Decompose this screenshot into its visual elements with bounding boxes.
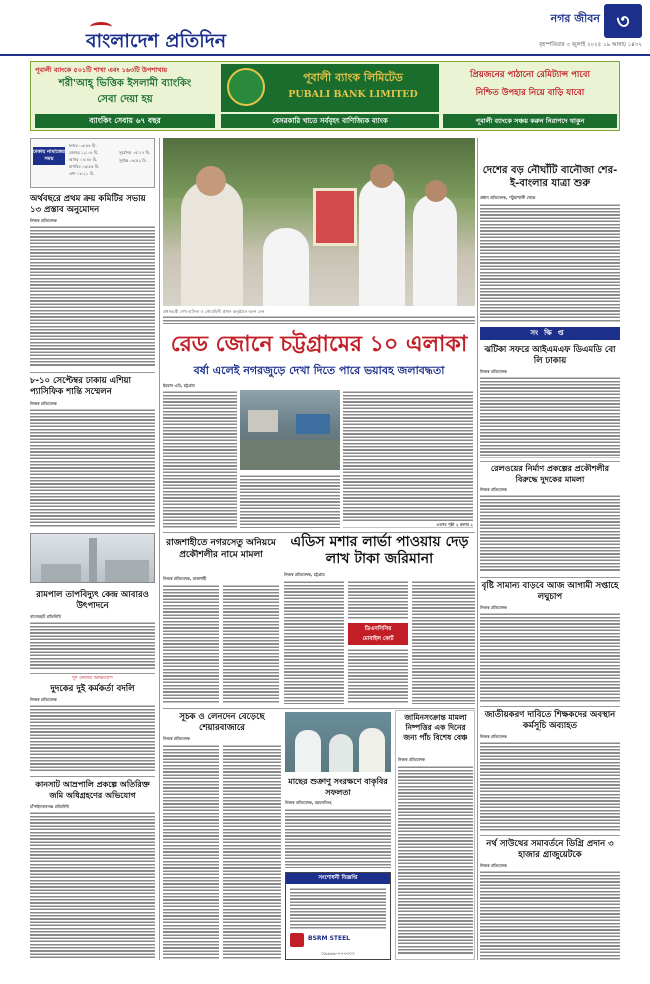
fish-body (285, 808, 391, 868)
person-center (359, 178, 405, 306)
s1-headline: অর্থবছরে প্রথম ক্রয় কমিটির সভায় ১৩ প্রস্তাব অনুমোদন (30, 194, 146, 215)
divider (480, 835, 620, 836)
main-body-col3 (343, 390, 473, 528)
b4-headline: জাতীয়করণ দাবিতে শিক্ষকদের অবস্থান কর্মসূচি অব্যাহত (484, 710, 616, 731)
raj-headline: রাজশাহীতে নগরসেতু অনিয়মে প্রকৌশলীর নামে মামলা (166, 538, 276, 560)
lead-body (480, 203, 620, 323)
fish-headline: মাছের শুক্রাণু সংরক্ষণে বাকৃবির সফলতা (288, 777, 388, 797)
s3-body (30, 621, 155, 669)
chimney-icon (89, 538, 97, 582)
s5-headline: কানসাট আম্রপালি প্রকল্পে অতিরিক্ত জমি অধিগ্রহণের অভিযোগ (35, 780, 150, 800)
raj-body-col1 (163, 584, 219, 704)
b1-body (480, 376, 620, 458)
column-rule (159, 138, 160, 960)
photo-caption: প্রধানমন্ত্রী শেখ হাসিনা ও নৌবাহিনী প্রধান অনুষ্ঠানে অংশ নেন (163, 309, 265, 314)
divider (30, 673, 155, 674)
person-right (413, 194, 457, 306)
main-deck: বর্ষা এলেই নগরজুড়ে দেখা দিতে পারে ভয়াবহ জলাবদ্ধতা (193, 364, 445, 377)
b3-headline: বৃষ্টি সামান্য বাড়বে আজ আগামী সপ্তাহে লঘুচাপ (481, 581, 619, 602)
share-body-col2 (223, 744, 281, 960)
bsrm-ad-title: সংশোধনী বিজ্ঞপ্তি (286, 873, 390, 884)
ad-left-line1: পূবালী ব্যাংকে ৫০১টি শাখা এবং ১৬৩টি উপশাখায় (35, 66, 168, 74)
b1-headline: ঝটিকা সফরে আইএমএফ ডিএমডি বো লি ঢাকায় (484, 345, 616, 366)
s4-kicker: দুদ নেতার অভিযোগ (72, 676, 113, 681)
lead-headline: দেশের বড় নৌঘাঁটি বানৌজা শের-ই-বাংলার যাত্রা শুরু (482, 165, 618, 189)
page-date: বৃহস্পতিবার ৩ জুলাই ২০২৫ ১৯ আষাঢ় ১৪৩২ (539, 42, 642, 48)
ad-left-line4: ব্যাংকিং সেবায় ৬৭ বছর (35, 114, 215, 128)
bsrm-ad-body (290, 887, 386, 929)
bsrm-phone: ০৯৬৬৬-৭৭৭০০০ (321, 952, 355, 957)
main-headline: রেড জোনে চট্টগ্রামের ১০ এলাকা (170, 332, 468, 357)
waterlogging-photo (240, 390, 340, 470)
prayer-row: ফজর ০৩:৫৪ মি. (69, 143, 97, 148)
dengue-body-col3 (412, 580, 475, 704)
ad-right-line3: পূবালী ব্যাংকে সঞ্চয় করুন নিরাপদে থাকুন (443, 114, 617, 128)
bank-ad-banner (30, 61, 620, 131)
s1-body (30, 225, 155, 367)
ad-left-line2: শরী'আহ্ ভিত্তিক ইসলামী ব্যাংকিং (58, 78, 192, 89)
ad-right-line2: নিশ্চিত উপহার নিয়ে বাড়ি যাবো (475, 88, 585, 98)
s1-byline: নিজস্ব প্রতিবেদক (30, 218, 57, 223)
main-body-col1 (163, 390, 237, 528)
section-name: নগর জীবন (550, 12, 600, 25)
photo-caption-more (163, 315, 475, 324)
divider (30, 776, 155, 777)
share-byline: নিজস্ব প্রতিবেদক (163, 736, 190, 741)
bail-headline: জামিনসংক্রান্ত মামলা নিষ্পত্তির এক দিনের জন্য পাঁচ বিশেষ বেঞ্চ (403, 713, 468, 742)
fish-byline: নিজস্ব প্রতিবেদক, ময়মনসিংহ (285, 800, 332, 805)
s4-headline: দুদকের দুই কর্মকর্তা বদলি (50, 684, 135, 694)
s2-byline: নিজস্ব প্রতিবেদক (30, 401, 57, 406)
main-body-col2 (240, 474, 340, 528)
b4-byline: নিজস্ব প্রতিবেদক (480, 734, 507, 739)
badge-line2: মোবাইল কোর্ট (362, 636, 394, 642)
ad-middle-line: বেসরকারি খাতে সর্ববৃহৎ বাণিজ্যিক ব্যাংক (221, 114, 439, 128)
bsrm-brand: BSRM STEEL (308, 935, 351, 942)
share-headline: সূচক ও লেনদেন বেড়েছে শেয়ারবাজারে (179, 712, 265, 733)
person-left (181, 180, 243, 306)
s3-headline: রামপাল তাপবিদ্যুৎ কেন্দ্র আবারও উৎপাদনে (36, 590, 149, 611)
b5-body (480, 870, 620, 960)
fish-lab-photo (285, 712, 391, 772)
bank-name-en: PUBALI BANK LIMITED (288, 89, 418, 100)
b2-body (480, 494, 620, 572)
dengue-headline: এডিস মশার লার্ভা পাওয়ায় দেড় লাখ টাকা জরিমানা (290, 534, 469, 567)
prayer-row: মাগরিব ০৬:৫৫ মি. (69, 164, 100, 169)
s2-headline: ৮-১০ সেপ্টেম্বর ঢাকায় এশিয়া প্যাসিফিক শান্তি সম্মেলন (30, 376, 131, 397)
b3-body (480, 612, 620, 702)
column-rule (477, 138, 478, 960)
lead-byline: প্রধান প্রতিবেদক, পটুয়াখালী থেকে (480, 195, 536, 200)
bail-box (395, 710, 475, 960)
b5-byline: নিজস্ব প্রতিবেদক (480, 863, 507, 868)
b4-body (480, 741, 620, 831)
b2-headline: রেলওয়ের নির্মাণ প্রকল্পের প্রকৌশলীর বিরুদ্ধে দুদকের মামলা (490, 464, 610, 484)
sunset: সূর্যাস্ত ০৬:৫২ মি. (119, 158, 147, 163)
b1-byline: নিজস্ব প্রতিবেদক (480, 369, 507, 374)
main-continued: এরপর পৃষ্ঠা ২ কলাম ২ (343, 522, 473, 527)
bsrm-logo-icon (290, 933, 304, 947)
portrait-frame (313, 188, 357, 246)
b5-headline: নর্থ সাউথের সমাবর্তনে ডিগ্রি প্রদান ৩ হাজার গ্রাজুয়েটকে (486, 839, 614, 860)
masthead-title: বাংলাদেশ প্রতিদিন (86, 30, 227, 52)
ad-left-line3: সেবা দেয়া হয় (97, 94, 153, 105)
divider (480, 577, 620, 578)
s4-body (30, 704, 155, 772)
raj-body-col2 (223, 584, 279, 704)
s5-byline: চাঁপাইনবাবগঞ্জ প্রতিনিধি (30, 804, 69, 809)
sunrise: সূর্যোদয় ০৫:১৭ মি. (119, 150, 151, 155)
s2-body (30, 408, 155, 528)
divider (480, 461, 620, 462)
main-byline: ইমরান এমি, চট্টগ্রাম (163, 383, 195, 388)
bank-emblem-icon (227, 68, 265, 106)
b2-byline: নিজস্ব প্রতিবেদক (480, 487, 507, 492)
mobile-court-badge (348, 623, 408, 645)
lead-photo (163, 138, 475, 306)
page-number: ৩ (604, 4, 642, 38)
bank-name-bn: পূবালী ব্যাংক লিমিটেড (303, 71, 403, 84)
power-plant-photo (30, 533, 155, 583)
s4-byline: নিজস্ব প্রতিবেদক (30, 697, 57, 702)
prayer-row: আসর ০৪:৪৮ মি. (69, 157, 98, 162)
bsrm-ad (285, 872, 391, 960)
prayer-time-box (30, 138, 155, 188)
prayer-row: এশা ০৮:২১ মি. (69, 171, 95, 176)
raj-byline: নিজস্ব প্রতিবেদক, রাজশাহী (163, 576, 207, 581)
sankshipta-banner: সংক্ষিপ্ত (480, 327, 620, 340)
prayer-title: ঢাকায় নামাজের সময় (33, 147, 65, 165)
share-body-col1 (163, 744, 219, 960)
divider (480, 706, 620, 707)
divider (163, 708, 475, 709)
s5-body (30, 811, 155, 959)
s3-byline: বাগেরহাট প্রতিনিধি (30, 614, 61, 619)
bank-logo (221, 64, 439, 112)
dengue-body-col2b (348, 648, 408, 704)
dengue-body-col2 (348, 580, 408, 620)
b3-byline: নিজস্ব প্রতিবেদক (480, 605, 507, 610)
badge-line1: ডিএনসিসির (364, 626, 392, 632)
bail-body (398, 765, 473, 955)
ad-right-line1: প্রিয়জনের পাঠানো রেমিট্যান্স পাবো (470, 70, 590, 80)
bail-byline: নিজস্ব প্রতিবেদক (398, 757, 425, 762)
divider (163, 532, 475, 533)
divider (30, 372, 155, 373)
dengue-byline: নিজস্ব প্রতিবেদক, চট্টগ্রাম (284, 572, 325, 577)
dengue-body-col1 (284, 580, 344, 704)
prayer-row: জোহর ১২:০৮ মি. (69, 150, 99, 155)
masthead (0, 0, 650, 56)
